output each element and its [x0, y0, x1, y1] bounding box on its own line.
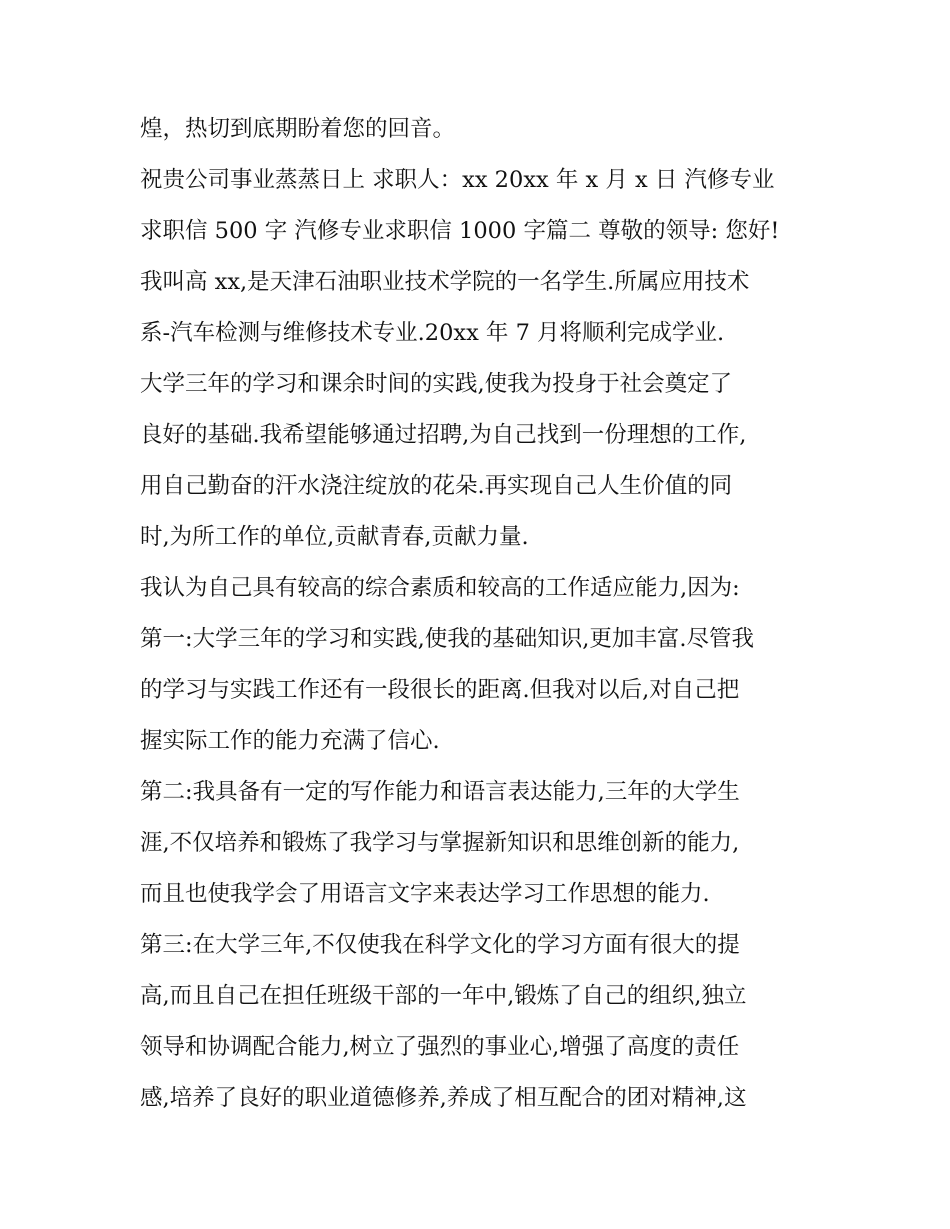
text-line: 时,为所工作的单位,贡献青春,贡献力量.	[140, 524, 529, 550]
text-line: 握实际工作的能力充满了信心.	[140, 728, 440, 754]
text-line: 的学习与实践工作还有一段很长的距离.但我对以后,对自己把	[140, 677, 740, 703]
text-line: 而且也使我学会了用语言文字来表达学习工作思想的能力.	[140, 881, 710, 907]
text-line: 系-汽车检测与维修技术专业.20xx 年 7 月将顺利完成学业.	[140, 320, 725, 346]
text-line: 感,培养了良好的职业道德修养,养成了相互配合的团对精神,这	[140, 1085, 747, 1111]
text-line: 第二:我具备有一定的写作能力和语言表达能力,三年的大学生	[140, 779, 740, 805]
text-line: 求职信 500 字 汽修专业求职信 1000 字篇二 尊敬的领导: 您好!	[140, 218, 780, 244]
text-line: 用自己勤奋的汗水浇注绽放的花朵.再实现自己人生价值的同	[140, 473, 733, 499]
letter-body	[140, 104, 820, 1124]
text-line: 我认为自己具有较高的综合素质和较高的工作适应能力,因为:	[140, 575, 740, 601]
text-line: 我叫高 xx,是天津石油职业技术学院的一名学生.所属应用技术	[140, 269, 750, 295]
text-line: 煌，热切到底期盼着您的回音。	[140, 116, 456, 142]
text-line: 领导和协调配合能力,树立了强烈的事业心,增强了高度的责任	[140, 1034, 740, 1060]
text-line: 涯,不仅培养和锻炼了我学习与掌握新知识和思维创新的能力,	[140, 830, 740, 856]
text-line: 第一:大学三年的学习和实践,使我的基础知识,更加丰富.尽管我	[140, 626, 755, 652]
text-line: 祝贵公司事业蒸蒸日上 求职人：xx 20xx 年 x 月 x 日 汽修专业	[140, 167, 775, 193]
text-line: 良好的基础.我希望能够通过招聘,为自己找到一份理想的工作,	[140, 422, 747, 448]
text-line: 高,而且自己在担任班级干部的一年中,锻炼了自己的组织,独立	[140, 983, 747, 1009]
text-line: 大学三年的学习和课余时间的实践,使我为投身于社会奠定了	[140, 371, 733, 397]
text-line: 第三:在大学三年,不仅使我在科学文化的学习方面有很大的提	[140, 932, 740, 958]
